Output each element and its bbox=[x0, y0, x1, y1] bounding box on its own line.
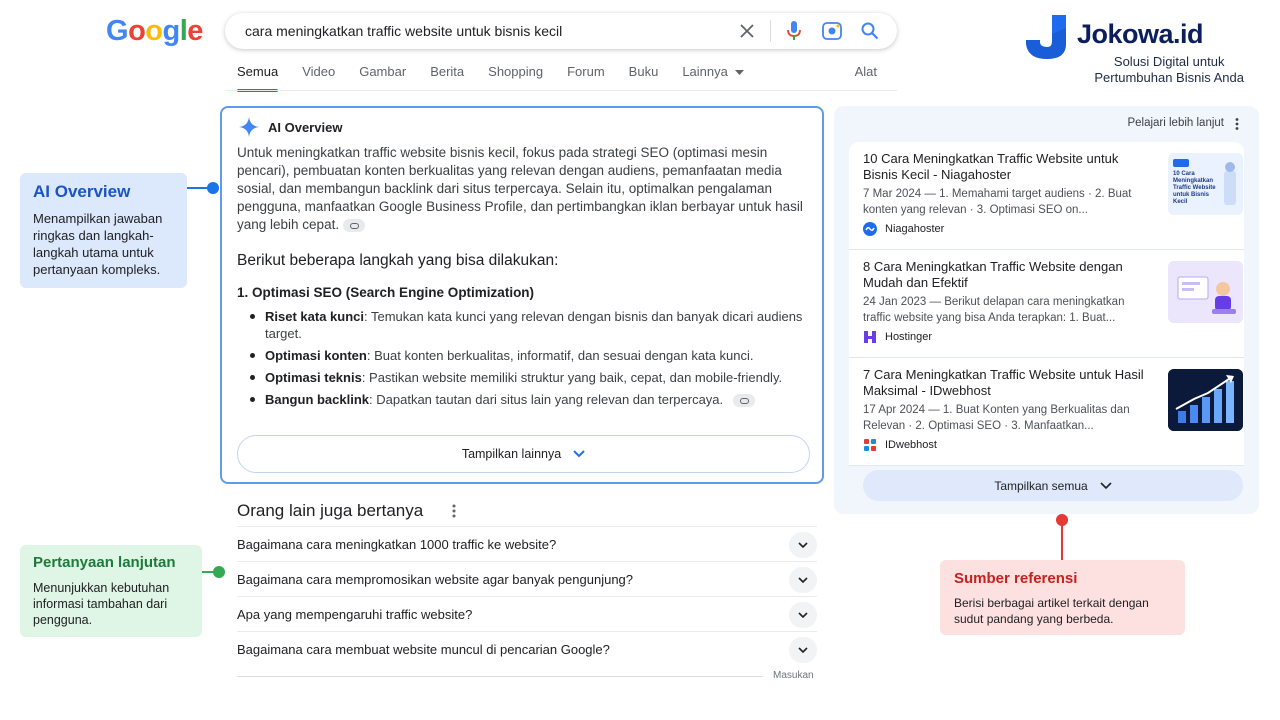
search-tabs bbox=[237, 64, 877, 90]
source-card-title[interactable]: 7 Cara Meningkatkan Traffic Website untuk Hasil Maksimal - IDwebhost bbox=[863, 367, 1144, 398]
paa-question-text: Bagaimana cara meningkatkan 1000 traffic ke website? bbox=[237, 537, 557, 552]
microphone-icon[interactable] bbox=[775, 13, 813, 49]
tab-video[interactable]: Video bbox=[302, 64, 336, 79]
list-item bbox=[250, 347, 816, 364]
tab-buku[interactable]: Buku bbox=[628, 64, 659, 79]
paa-question[interactable] bbox=[237, 561, 817, 596]
brand-header bbox=[1022, 12, 1252, 92]
logo-letter: o bbox=[145, 15, 163, 47]
idwebhost-favicon-icon bbox=[863, 438, 877, 452]
gemini-sparkle-icon bbox=[239, 117, 259, 137]
source-site-name: Hostinger bbox=[885, 331, 933, 343]
logo-letter: l bbox=[179, 15, 188, 47]
search-bar[interactable] bbox=[225, 13, 897, 49]
caret-down-icon bbox=[735, 70, 744, 76]
google-logo[interactable] bbox=[106, 15, 203, 48]
brand-tagline-line: Solusi Digital untuk bbox=[1113, 54, 1225, 69]
search-icon[interactable] bbox=[851, 13, 889, 49]
show-all-button[interactable] bbox=[863, 470, 1243, 501]
brand-name: Jokowa.id bbox=[1077, 19, 1204, 49]
paa-question-text: Apa yang mempengaruhi traffic website? bbox=[237, 607, 473, 622]
ai-step-list bbox=[250, 308, 816, 413]
callout-sources bbox=[940, 560, 1185, 635]
search-input[interactable]: cara meningkatkan traffic website untuk bisnis kecil bbox=[245, 23, 563, 39]
callout-ai-overview bbox=[20, 173, 187, 288]
logo-letter: e bbox=[187, 15, 203, 47]
list-item-desc: : Dapatkan tautan dari situs lain yang relevan dan terpercaya. bbox=[369, 392, 724, 407]
source-card-list bbox=[849, 142, 1244, 466]
ai-overview-title: AI Overview bbox=[268, 119, 343, 135]
logo-letter: g bbox=[162, 15, 180, 47]
list-item bbox=[250, 369, 816, 386]
hostinger-favicon-icon bbox=[863, 330, 877, 344]
source-card-site bbox=[863, 438, 937, 452]
source-card[interactable] bbox=[849, 358, 1244, 466]
paa-footer-line bbox=[237, 676, 763, 677]
chevron-down-icon bbox=[1100, 482, 1112, 490]
tab-forum[interactable]: Forum bbox=[567, 64, 605, 79]
callout-dot bbox=[1056, 514, 1068, 526]
source-card[interactable] bbox=[849, 250, 1244, 358]
tab-lainnya[interactable] bbox=[682, 64, 744, 90]
source-card-desc: 7 Mar 2024 — 1. Memahami target audiens · 2. Buat konten yang relevan · 3. Optimasi SEO on... bbox=[863, 188, 1132, 216]
more-options-icon[interactable] bbox=[447, 503, 461, 519]
list-item-term: Riset kata kunci bbox=[265, 309, 364, 324]
show-more-button[interactable] bbox=[237, 435, 810, 473]
thumbnail-illustration-icon bbox=[1168, 261, 1243, 323]
show-all-label: Tampilkan semua bbox=[994, 478, 1088, 493]
feedback-link[interactable]: Masukan bbox=[773, 670, 814, 681]
paa-question[interactable] bbox=[237, 526, 817, 561]
source-card[interactable] bbox=[849, 142, 1244, 250]
paa-title: Orang lain juga bertanya bbox=[237, 501, 424, 520]
tab-tools[interactable]: Alat bbox=[854, 64, 877, 79]
ai-overview-subheading: Berikut beberapa langkah yang bisa dilakukan: bbox=[237, 252, 559, 269]
camera-lens-icon[interactable] bbox=[813, 13, 851, 49]
source-card-title[interactable]: 8 Cara Meningkatkan Traffic Website dengan Mudah dan Efektif bbox=[863, 259, 1123, 290]
list-item bbox=[250, 308, 816, 342]
list-item-desc: : Pastikan website memiliki struktur yang baik, cepat, dan mobile-friendly. bbox=[361, 370, 783, 385]
list-item-desc: : Temukan kata kunci yang relevan dengan bisnis dan banyak dicari audiens target. bbox=[265, 309, 803, 341]
logo-letter: G bbox=[106, 15, 129, 47]
list-item-term: Bangun backlink bbox=[265, 392, 370, 407]
callout-body: Berisi berbagai artikel terkait dengan sudut pandang yang berbeda. bbox=[954, 596, 1149, 626]
list-item-term: Optimasi teknis bbox=[265, 370, 362, 385]
search-divider bbox=[770, 20, 771, 42]
chevron-down-icon[interactable] bbox=[789, 532, 817, 558]
brand-tagline bbox=[1094, 54, 1244, 86]
paa-question-text: Bagaimana cara membuat website muncul di pencarian Google? bbox=[237, 642, 610, 657]
ai-step-title: 1. Optimasi SEO (Search Engine Optimization) bbox=[237, 285, 535, 300]
growth-chart-thumbnail-icon bbox=[1168, 369, 1243, 431]
source-card-desc: 24 Jan 2023 — Berikut delapan cara meningkatkan traffic website yang bisa Anda terapkan: 1. Buat... bbox=[863, 296, 1125, 324]
link-chip-icon[interactable] bbox=[343, 219, 365, 232]
callout-title: Sumber referensi bbox=[954, 570, 1078, 587]
callout-dot bbox=[213, 566, 225, 578]
show-more-label: Tampilkan lainnya bbox=[461, 447, 562, 461]
source-thumbnail bbox=[1168, 261, 1243, 323]
source-thumbnail bbox=[1168, 369, 1243, 431]
source-card-title[interactable]: 10 Cara Meningkatkan Traffic Website untuk Bisnis Kecil - Niagahoster bbox=[863, 151, 1119, 182]
paa-list bbox=[237, 526, 817, 666]
niagahoster-favicon-icon bbox=[863, 222, 877, 236]
learn-more-link[interactable]: Pelajari lebih lanjut bbox=[1127, 117, 1224, 129]
chevron-down-icon[interactable] bbox=[789, 602, 817, 628]
source-site-name: IDwebhost bbox=[885, 439, 937, 451]
source-site-name: Niagahoster bbox=[885, 223, 945, 235]
source-thumbnail bbox=[1168, 153, 1243, 215]
callout-body: Menampilkan jawaban ringkas dan langkah-langkah utama untuk pertanyaan kompleks. bbox=[33, 211, 163, 277]
chevron-down-icon[interactable] bbox=[789, 567, 817, 593]
source-card-site bbox=[863, 222, 944, 236]
paa-question-text: Bagaimana cara mempromosikan website agar banyak pengunjung? bbox=[237, 572, 634, 587]
sources-panel bbox=[834, 106, 1259, 514]
tab-berita[interactable]: Berita bbox=[430, 64, 465, 79]
ai-overview-summary bbox=[237, 144, 813, 234]
tab-lainnya-label: Lainnya bbox=[682, 64, 728, 79]
clear-icon[interactable] bbox=[728, 13, 766, 49]
chevron-down-icon[interactable] bbox=[789, 637, 817, 663]
callout-title: AI Overview bbox=[33, 182, 131, 201]
ai-overview-panel bbox=[220, 106, 824, 484]
tab-shopping[interactable]: Shopping bbox=[488, 64, 544, 79]
paa-question[interactable] bbox=[237, 596, 817, 631]
jokowa-logo-icon bbox=[1022, 12, 1072, 62]
logo-letter: o bbox=[128, 15, 146, 47]
list-item-term: Optimasi konten bbox=[265, 348, 367, 363]
tab-semua[interactable]: Semua bbox=[237, 64, 278, 90]
paa-question[interactable] bbox=[237, 631, 817, 666]
chevron-down-icon bbox=[573, 450, 585, 458]
ai-summary-text: Untuk meningkatkan traffic website bisnis kecil, fokus pada strategi SEO (optimasi mesin pencari), pembuatan konten berkualitas yang relevan dengan audiens, pemanfaatan media sosial, dan membangun backlink dari situs terpercaya. Selain itu, optimalkan pengalaman pengguna, manfaatkan Google Business Profile, dan pertimbangkan iklan berbayar untuk hasil yang lebih cepat. bbox=[237, 145, 803, 232]
list-item bbox=[250, 391, 816, 408]
source-card-desc: 17 Apr 2024 — 1. Buat Konten yang Berkualitas dan Relevan · 2. Optimasi SEO · 3. Manfaatkan... bbox=[863, 404, 1130, 432]
brand-tagline-line: Pertumbuhan Bisnis Anda bbox=[1094, 70, 1244, 85]
tabs-divider bbox=[225, 90, 897, 91]
source-card-site bbox=[863, 330, 932, 344]
ai-overview-header bbox=[239, 117, 342, 137]
thumbnail-text: 10 Cara Meningkatkan Traffic Website untuk Bisnis Kecil bbox=[1173, 171, 1216, 205]
callout-connector bbox=[1061, 522, 1063, 560]
more-options-icon[interactable] bbox=[1231, 117, 1243, 131]
callout-title: Pertanyaan lanjutan bbox=[33, 554, 176, 571]
callout-dot bbox=[207, 182, 219, 194]
callout-body: Menunjukkan kebutuhan informasi tambahan dari pengguna. bbox=[33, 581, 170, 627]
link-chip-icon[interactable] bbox=[733, 394, 755, 407]
list-item-desc: : Buat konten berkualitas, informatif, dan sesuai dengan kata kunci. bbox=[366, 348, 754, 363]
tab-gambar[interactable]: Gambar bbox=[359, 64, 407, 79]
callout-follow-up-questions bbox=[20, 545, 202, 637]
